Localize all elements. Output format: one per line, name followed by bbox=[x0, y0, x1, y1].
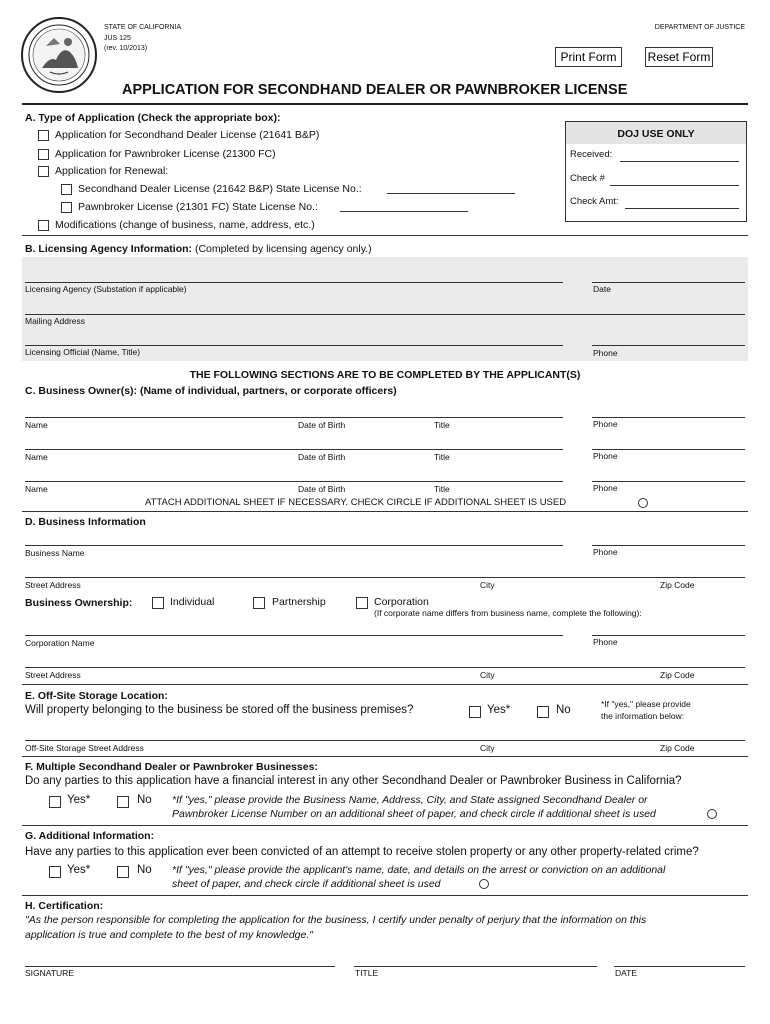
conviction-yes-checkbox[interactable] bbox=[49, 866, 61, 878]
corporation-city-label: City bbox=[480, 670, 495, 680]
pawnbroker-renewal-label: Pawnbroker License (21301 FC) State License No.: bbox=[78, 201, 318, 213]
corporation-name-field[interactable] bbox=[25, 635, 563, 636]
doj-received-line bbox=[620, 161, 739, 162]
pawnbroker-license-no-field[interactable] bbox=[340, 211, 468, 212]
form-revision: (rev. 10/2013) bbox=[104, 45, 148, 52]
pawnbroker-checkbox[interactable] bbox=[38, 149, 49, 160]
storage-zip-label: Zip Code bbox=[660, 743, 695, 753]
storage-no-label: No bbox=[556, 704, 571, 716]
section-d-divider bbox=[22, 684, 748, 685]
owner-1-phone-field[interactable] bbox=[592, 417, 745, 418]
pawnbroker-renewal-checkbox[interactable] bbox=[61, 202, 72, 213]
owner-1-title-label: Title bbox=[434, 420, 450, 430]
owner-2-title-label: Title bbox=[434, 452, 450, 462]
business-street-label: Street Address bbox=[25, 580, 81, 590]
secondhand-license-no-field[interactable] bbox=[387, 193, 515, 194]
owner-3-name-field[interactable] bbox=[25, 481, 563, 482]
certification-date-label: DATE bbox=[615, 968, 638, 978]
section-d-heading: D. Business Information bbox=[25, 516, 146, 528]
section-f-heading: F. Multiple Secondhand Dealer or Pawnbroker Businesses: bbox=[25, 761, 318, 773]
individual-checkbox[interactable] bbox=[152, 597, 164, 609]
multiple-yes-checkbox[interactable] bbox=[49, 796, 61, 808]
section-c-divider bbox=[22, 511, 748, 512]
title-divider bbox=[22, 103, 748, 105]
section-a-heading: A. Type of Application (Check the appropriate box): bbox=[25, 112, 281, 124]
section-f-divider bbox=[22, 825, 748, 826]
secondhand-dealer-label: Application for Secondhand Dealer License (21641 B&P) bbox=[55, 129, 320, 141]
business-street-field[interactable] bbox=[25, 577, 745, 578]
multiple-additional-sheet-radio[interactable] bbox=[707, 809, 717, 819]
licensing-official-field[interactable] bbox=[25, 345, 563, 346]
multiple-note-line2: Pawnbroker License Number on an additional sheet of paper, and check circle if additional sheet is used bbox=[172, 808, 656, 820]
conviction-no-label: No bbox=[137, 864, 152, 876]
certifier-title-field[interactable] bbox=[354, 966, 597, 967]
business-zip-label: Zip Code bbox=[660, 580, 695, 590]
multiple-no-label: No bbox=[137, 794, 152, 806]
corporation-checkbox[interactable] bbox=[356, 597, 368, 609]
corporation-phone-label: Phone bbox=[593, 637, 618, 647]
renewal-checkbox[interactable] bbox=[38, 166, 49, 177]
owner-1-dob-label: Date of Birth bbox=[298, 420, 346, 430]
conviction-question: Have any parties to this application ever been convicted of an attempt to receive stolen property or any other property-related crime? bbox=[25, 846, 699, 858]
licensing-agency-field[interactable] bbox=[25, 282, 563, 283]
reset-form-button[interactable]: Reset Form bbox=[645, 47, 713, 67]
corporation-street-label: Street Address bbox=[25, 670, 81, 680]
conviction-note-line1: *If "yes," please provide the applicant's name, date, and details on the arrest or conviction on an additional bbox=[172, 864, 666, 876]
mailing-address-label: Mailing Address bbox=[25, 316, 86, 326]
business-name-label: Business Name bbox=[25, 548, 85, 558]
secondhand-renewal-label: Secondhand Dealer License (21642 B&P) State License No.: bbox=[78, 183, 362, 195]
doj-amount-label: Check Amt: bbox=[570, 196, 619, 207]
owner-3-phone-field[interactable] bbox=[592, 481, 745, 482]
business-phone-field[interactable] bbox=[592, 545, 745, 546]
modifications-checkbox[interactable] bbox=[38, 220, 49, 231]
signature-label: SIGNATURE bbox=[25, 968, 74, 978]
section-b-heading: B. Licensing Agency Information: (Completed by licensing agency only.) bbox=[25, 243, 372, 255]
doj-received-label: Received: bbox=[570, 149, 613, 160]
modifications-label: Modifications (change of business, name, address, etc.) bbox=[55, 219, 315, 231]
official-phone-field[interactable] bbox=[592, 345, 745, 346]
mailing-address-field[interactable] bbox=[25, 314, 745, 315]
pawnbroker-label: Application for Pawnbroker License (21300 FC) bbox=[55, 148, 276, 160]
print-form-button[interactable]: Print Form bbox=[555, 47, 622, 67]
business-city-label: City bbox=[480, 580, 495, 590]
certification-date-field[interactable] bbox=[614, 966, 745, 967]
multiple-business-question: Do any parties to this application have a financial interest in any other Secondhand Dealer or Pawnbroker Business in California? bbox=[25, 775, 682, 787]
corporation-phone-field[interactable] bbox=[592, 635, 745, 636]
secondhand-dealer-checkbox[interactable] bbox=[38, 130, 49, 141]
owner-2-name-field[interactable] bbox=[25, 449, 563, 450]
department-name: DEPARTMENT OF JUSTICE bbox=[654, 24, 745, 31]
storage-street-label: Off-Site Storage Street Address bbox=[25, 743, 144, 753]
owner-2-phone-field[interactable] bbox=[592, 449, 745, 450]
storage-note-line1: *If "yes," please provide bbox=[601, 699, 691, 709]
section-e-heading: E. Off-Site Storage Location: bbox=[25, 690, 168, 702]
corporation-street-field[interactable] bbox=[25, 667, 745, 668]
storage-yes-label: Yes* bbox=[487, 704, 511, 716]
storage-city-label: City bbox=[480, 743, 495, 753]
certification-text-line2: application is true and complete to the best of my knowledge." bbox=[25, 929, 313, 941]
owners-additional-sheet-radio[interactable] bbox=[638, 498, 648, 508]
business-ownership-label: Business Ownership: bbox=[25, 597, 133, 609]
owner-3-dob-label: Date of Birth bbox=[298, 484, 346, 494]
corporation-label: Corporation bbox=[374, 596, 429, 608]
page-title: APPLICATION FOR SECONDHAND DEALER OR PAWNBROKER LICENSE bbox=[122, 82, 628, 98]
attach-sheet-note: ATTACH ADDITIONAL SHEET IF NECESSARY. CHECK CIRCLE IF ADDITIONAL SHEET IS USED bbox=[145, 497, 567, 508]
corporation-name-label: Corporation Name bbox=[25, 638, 95, 648]
owner-2-name-label: Name bbox=[25, 452, 48, 462]
owner-1-name-label: Name bbox=[25, 420, 48, 430]
doj-amount-line bbox=[625, 208, 739, 209]
corporation-zip-label: Zip Code bbox=[660, 670, 695, 680]
owner-2-dob-label: Date of Birth bbox=[298, 452, 346, 462]
multiple-yes-label: Yes* bbox=[67, 794, 91, 806]
storage-question: Will property belonging to the business be stored off the business premises? bbox=[25, 704, 414, 716]
form-number: JUS 125 bbox=[104, 35, 131, 42]
section-h-heading: H. Certification: bbox=[25, 900, 104, 912]
doj-check-label: Check # bbox=[570, 173, 605, 184]
conviction-no-checkbox[interactable] bbox=[117, 866, 129, 878]
business-phone-label: Phone bbox=[593, 547, 618, 557]
owner-1-name-field[interactable] bbox=[25, 417, 563, 418]
doj-check-line bbox=[610, 185, 739, 186]
signature-field[interactable] bbox=[25, 966, 335, 967]
business-name-field[interactable] bbox=[25, 545, 563, 546]
owner-2-phone-label: Phone bbox=[593, 451, 618, 461]
state-name: STATE OF CALIFORNIA bbox=[104, 24, 182, 31]
owner-1-phone-label: Phone bbox=[593, 419, 618, 429]
renewal-label: Application for Renewal: bbox=[55, 165, 169, 177]
owner-3-title-label: Title bbox=[434, 484, 450, 494]
partnership-checkbox[interactable] bbox=[253, 597, 265, 609]
multiple-note-line1: *If "yes," please provide the Business Name, Address, City, and State assigned Secondhand Dealer or bbox=[172, 794, 648, 806]
storage-street-field[interactable] bbox=[25, 740, 745, 741]
doj-title: DOJ USE ONLY bbox=[617, 128, 695, 140]
storage-note-line2: the information below: bbox=[601, 711, 685, 721]
section-a-divider bbox=[22, 235, 748, 236]
conviction-note-line2: sheet of paper, and check circle if additional sheet is used bbox=[172, 878, 441, 890]
section-e-divider bbox=[22, 756, 748, 757]
owner-3-phone-label: Phone bbox=[593, 483, 618, 493]
section-g-divider bbox=[22, 895, 748, 896]
partnership-label: Partnership bbox=[272, 596, 326, 608]
official-phone-label: Phone bbox=[593, 348, 618, 358]
agency-date-field[interactable] bbox=[592, 282, 745, 283]
section-c-heading: C. Business Owner(s): (Name of individual, partners, or corporate officers) bbox=[25, 385, 397, 397]
storage-no-checkbox[interactable] bbox=[537, 706, 549, 718]
conviction-additional-sheet-radio[interactable] bbox=[479, 879, 489, 889]
certifier-title-label: TITLE bbox=[355, 968, 379, 978]
licensing-official-label: Licensing Official (Name, Title) bbox=[25, 347, 141, 357]
corporation-note: (If corporate name differs from business name, complete the following): bbox=[374, 608, 642, 618]
licensing-agency-label: Licensing Agency (Substation if applicable) bbox=[25, 284, 187, 294]
certification-text-line1: "As the person responsible for completing the application for the business, I certify under penalty of perjury that the information on this bbox=[25, 914, 647, 926]
section-g-heading: G. Additional Information: bbox=[25, 830, 155, 842]
agency-date-label: Date bbox=[593, 284, 611, 294]
state-seal-icon bbox=[20, 16, 98, 94]
conviction-yes-label: Yes* bbox=[67, 864, 91, 876]
storage-yes-checkbox[interactable] bbox=[469, 706, 481, 718]
applicant-banner: THE FOLLOWING SECTIONS ARE TO BE COMPLETED BY THE APPLICANT(S) bbox=[189, 369, 581, 381]
secondhand-renewal-checkbox[interactable] bbox=[61, 184, 72, 195]
multiple-no-checkbox[interactable] bbox=[117, 796, 129, 808]
individual-label: Individual bbox=[170, 596, 215, 608]
owner-3-name-label: Name bbox=[25, 484, 48, 494]
